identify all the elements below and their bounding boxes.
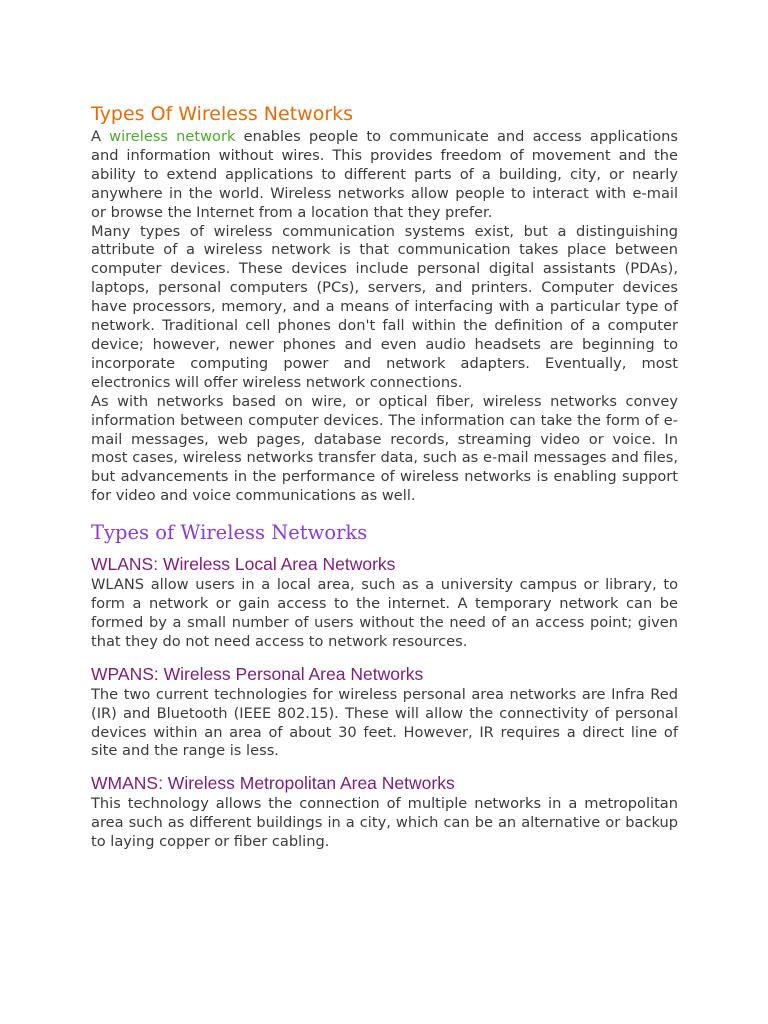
intro-lead: A [91, 128, 110, 145]
paragraph-information-transfer: As with networks based on wire, or optical fiber, wireless networks convey information between computer devices. The information can take the form of e-mail messages, web pages, database records, streaming video or voice. In most cases, wireless networks transfer data, such as e-mail messages and files, but advancements in the performance of wireless networks is enabling support for video and voice communications as well. [91, 392, 678, 505]
paragraph-device-types: Many types of wireless communication systems exist, but a distinguishing attribute of a wireless network is that communication takes place between computer devices. These devices include personal digital assistants (PDAs), laptops, personal computers (PCs), servers, and printers. Computer devices have processors, memory, and a means of interfacing with a particular type of network. Traditional cell phones don't fall within the definition of a computer device; however, newer phones and even audio headsets are beginning to incorporate computing power and network adapters. Eventually, most electronics will offer wireless network connections. [91, 222, 678, 391]
wireless-network-link[interactable]: wireless network [109, 128, 236, 145]
subsection-text-wpans: The two current technologies for wireless personal area networks are Infra Red (IR) and Bluetooth (IEEE 802.15). These will allow the connectivity of personal devices within an area of about 30 feet. However, IR requires a direct line of site and the range is less. [91, 685, 678, 760]
subsection-text-wmans: This technology allows the connection of multiple networks in a metropolitan area such as different buildings in a city, which can be an alternative or backup to laying copper or fiber cabling. [91, 795, 678, 851]
section-heading: Types of Wireless Networks [91, 521, 368, 545]
subsection-text-wlans: WLANS allow users in a local area, such as a university campus or library, to form a network or gain access to the internet. A temporary network can be formed by a small number of users without the need of an access point; given that they do not need access to network resources. [91, 576, 678, 650]
subsection-heading-wlans: WLANS: Wireless Local Area Networks [91, 554, 396, 575]
subsection-heading-wmans: WMANS: Wireless Metropolitan Area Networks [91, 773, 455, 794]
subsection-heading-wpans: WPANS: Wireless Personal Area Networks [91, 663, 424, 684]
intro-paragraph [91, 128, 678, 223]
document-title: Types Of Wireless Networks [91, 103, 354, 125]
intro-rest: enables people to communicate and access applications and information without wires. This provides freedom of movement and the ability to extend applications to different parts of a building, city, or nearly anywhere in the world. Wireless networks allow people to interact with e-mail or browse the Internet from a location that they prefer. [91, 128, 679, 221]
